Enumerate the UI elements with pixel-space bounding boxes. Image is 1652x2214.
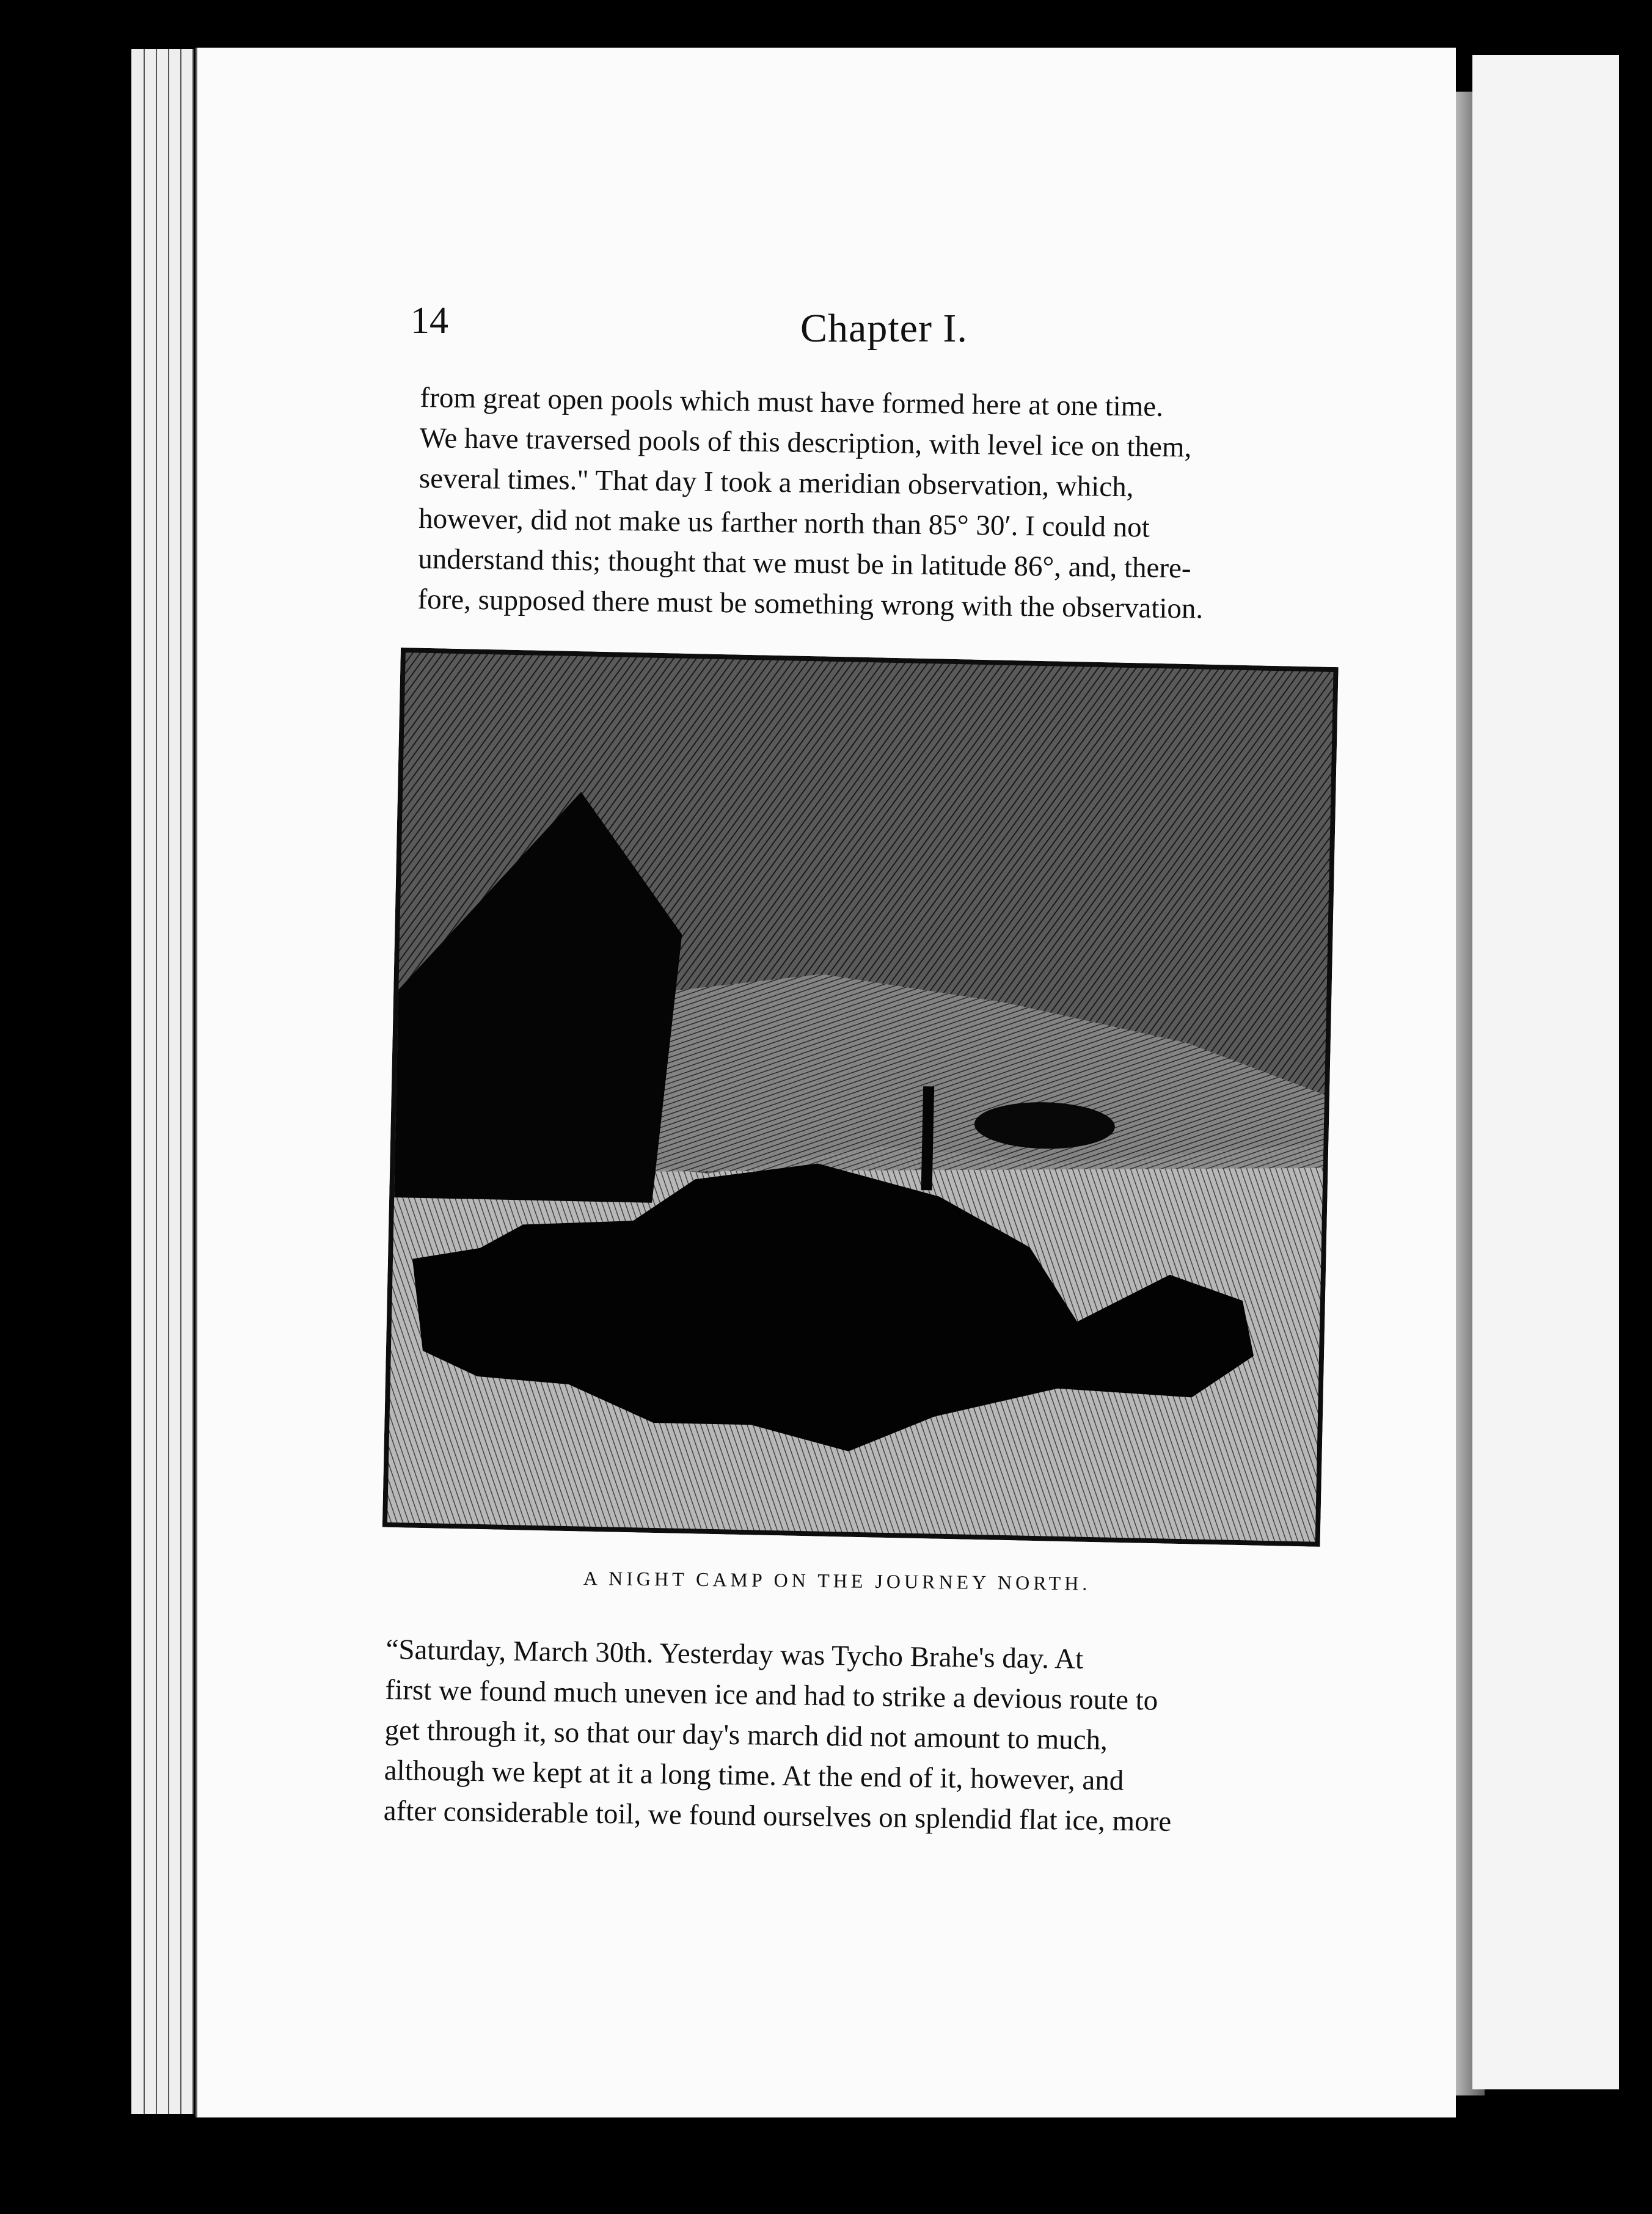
- top-paragraph: [417, 378, 1351, 631]
- night-camp-illustration: [382, 648, 1339, 1571]
- text-line: from great open pools which must have formed here at one time.: [420, 381, 1164, 423]
- bottom-paragraph: [383, 1629, 1314, 1844]
- text-line: “Saturday, March 30th. Yesterday was Tycho Brahe's day. At: [386, 1633, 1084, 1675]
- text-line: first we found much uneven ice and had to strike a devious route to: [385, 1673, 1158, 1717]
- text-line: after considerable toil, we found ourselves on splendid flat ice, more: [383, 1794, 1172, 1838]
- text-line: get through it, so that our day's march did not amount to much,: [384, 1714, 1108, 1756]
- page-number: 14: [411, 300, 448, 342]
- text-line: however, did not make us farther north than 85° 30′. I could not: [418, 502, 1150, 544]
- text-line: several times." That day I took a meridian observation, which,: [418, 462, 1134, 503]
- text-line: understand this; thought that we must be in latitude 86°, and, there-: [418, 543, 1191, 585]
- facing-page-edge: [1472, 55, 1619, 2089]
- running-head: Chapter I.: [800, 306, 968, 351]
- figure-caption: A NIGHT CAMP ON THE JOURNEY NORTH.: [583, 1567, 1091, 1595]
- text-line: We have traversed pools of this description, with level ice on them,: [419, 422, 1192, 464]
- text-line: fore, supposed there must be something wrong with the observation.: [417, 583, 1204, 625]
- text-line: although we kept at it a long time. At the end of it, however, and: [384, 1754, 1124, 1797]
